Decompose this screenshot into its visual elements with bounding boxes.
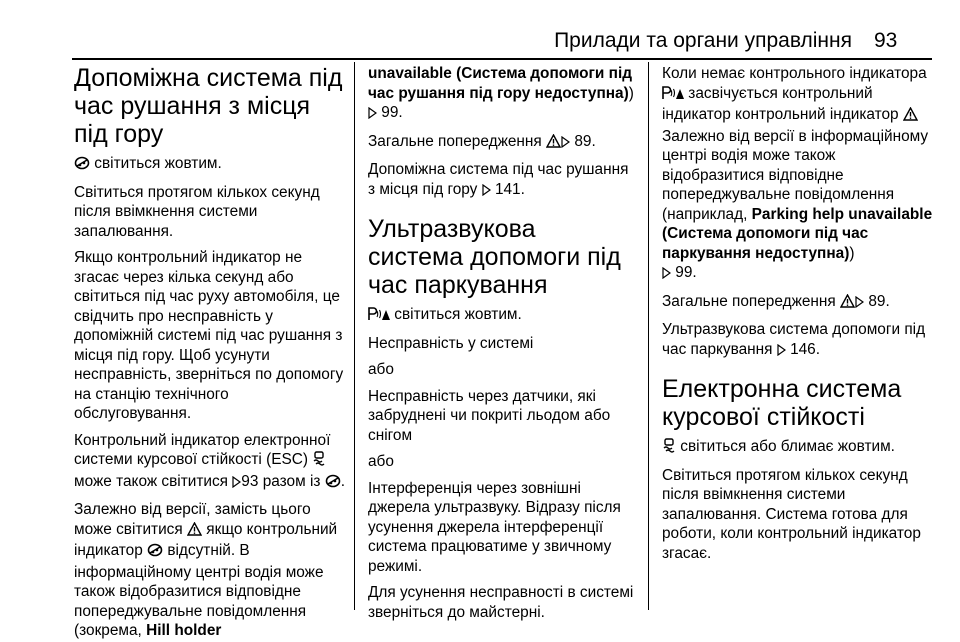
paragraph: Несправність у системі — [368, 334, 534, 352]
header-rule — [72, 58, 932, 60]
paragraph: Світиться протягом кількох секунд після ввімкнення системи запалювання. Система готова для роботи, коли контрольний індикатор згасає. — [662, 466, 921, 562]
paragraph: Для усунення несправності в системі зверніться до майстерні. — [368, 584, 634, 621]
paragraph: або — [368, 453, 394, 470]
paragraph — [74, 431, 346, 494]
paragraph: Несправність через датчики, які забруднені чи покриті льодом або снігом — [368, 387, 611, 444]
paragraph: unavailable (Система допомоги під час рушання під гору недоступна)) 99. — [368, 64, 636, 125]
warning-triangle-icon — [903, 107, 918, 127]
paragraph-text: засвічується контрольний індикатор контрольний індикатор — [662, 84, 903, 123]
column-divider — [354, 62, 355, 610]
paragraph-text: Контрольний індикатор електронної системи курсової стійкості (ESC) — [74, 431, 331, 468]
paragraph — [74, 500, 346, 641]
esc-skid-car-icon — [312, 451, 326, 472]
paragraph-text: якщо контрольний індикатор — [74, 520, 338, 559]
column-divider — [648, 62, 649, 610]
message-text: unavailable (Система допомоги під час рушання під гору недоступна) — [368, 65, 633, 102]
page-reference-triangle-icon — [561, 134, 570, 154]
paragraph: Інтерференція через зовнішні джерела ультразвуку. Відразу після усунення джерела інтерференції система працюватиме у звичному режимі. — [368, 479, 621, 575]
paragraph — [662, 437, 936, 459]
paragraph-text: світиться або блимає жовтим. — [676, 438, 895, 455]
hill-hold-indicator-icon — [325, 474, 341, 494]
paragraph: Світиться протягом кількох секунд після ввімкнення системи запалювання. — [74, 183, 320, 240]
paragraph-text: . — [885, 292, 890, 310]
paragraph-text: . — [340, 472, 345, 490]
paragraph — [368, 305, 636, 327]
paragraph-text: Допоміжна система під час рушання з місця під гору — [368, 161, 629, 198]
paragraph-text: . — [815, 340, 821, 358]
paragraph-text: . — [591, 132, 596, 150]
page-reference[interactable]: 99 — [381, 104, 399, 121]
page-reference-triangle-icon — [855, 294, 864, 314]
running-title: Прилади та органи управління — [554, 29, 852, 52]
hill-hold-indicator-icon — [74, 156, 90, 176]
parking-assist-icon — [368, 307, 390, 327]
page-reference-triangle-icon — [232, 474, 241, 494]
paragraph-text: ) — [849, 244, 855, 262]
paragraph — [662, 320, 936, 361]
column-2 — [368, 64, 636, 629]
paragraph: або — [368, 361, 394, 378]
esc-skid-car-icon — [662, 438, 676, 459]
warning-triangle-icon — [187, 522, 202, 542]
message-text: Parking help unavailable (Система допомоги під час паркування недоступна) — [662, 205, 933, 262]
paragraph — [662, 64, 936, 285]
section-heading-hill-start: Допоміжна система під час рушання з місця під гору — [74, 64, 343, 148]
paragraph — [74, 154, 346, 176]
message-text: Hill holder — [146, 622, 222, 639]
paragraph — [368, 132, 636, 154]
page-reference[interactable]: 89 — [574, 132, 592, 150]
paragraph-text: . — [692, 264, 697, 281]
paragraph-text: світиться жовтим. — [390, 306, 522, 323]
column-3 — [662, 64, 936, 570]
warning-triangle-icon — [546, 134, 561, 154]
paragraph — [368, 160, 636, 201]
parking-assist-icon — [662, 86, 684, 106]
page-reference-triangle-icon — [777, 342, 786, 362]
paragraph-text: Загальне попередження — [662, 292, 841, 310]
page-reference-triangle-icon — [368, 105, 377, 125]
section-heading-esc: Електронна система курсової стійкості — [662, 375, 902, 431]
paragraph — [662, 292, 936, 314]
page-reference-triangle-icon — [662, 265, 671, 285]
paragraph-text: Залежно від версії, замість цього може світитися — [74, 501, 311, 538]
paragraph: Якщо контрольний індикатор не згасає через кілька секунд або світиться під час руху автомобіля, це свідчить про несправність у допоміжній системі під час рушання з місця під гору. Щоб усунути несправність, зверніться по допомогу на станцію технічного обслуговування. — [74, 249, 344, 422]
page-header — [0, 0, 960, 58]
paragraph-text: Загальне попередження — [368, 132, 547, 150]
page-number: 93 — [874, 29, 898, 52]
page-reference[interactable]: 141 — [494, 180, 521, 198]
section-heading-parking-assist: Ультразвукова система допомоги під час паркування — [368, 215, 621, 299]
warning-triangle-icon — [840, 294, 855, 314]
paragraph-text: . — [520, 180, 525, 198]
paragraph-text: відсутній. В інформаційному центрі водія може також відобразитися відповідне попереджувальне повідомлення (зокрема, — [74, 542, 324, 639]
page-reference[interactable]: 89 — [868, 292, 886, 310]
page-reference[interactable]: 93 — [241, 472, 259, 490]
page-reference[interactable]: 146 — [790, 340, 816, 358]
page-reference-triangle-icon — [482, 182, 491, 202]
paragraph-text: Залежно від версії в інформаційному центрі водія може також відобразитися відповідне попереджувальне повідомлення (наприклад, — [662, 127, 929, 223]
page-reference[interactable]: 99 — [675, 264, 693, 281]
paragraph-text: разом із — [258, 472, 325, 490]
paragraph-text: Коли немає контрольного індикатора — [662, 65, 927, 82]
hill-hold-indicator-icon — [147, 543, 163, 563]
paragraph-text: . — [398, 104, 403, 121]
column-1 — [74, 64, 346, 642]
paragraph-text: Ультразвукова система допомоги під час паркування — [662, 321, 926, 358]
paragraph-text: світиться жовтим. — [90, 155, 222, 172]
paragraph-text: може також світитися — [74, 472, 233, 490]
